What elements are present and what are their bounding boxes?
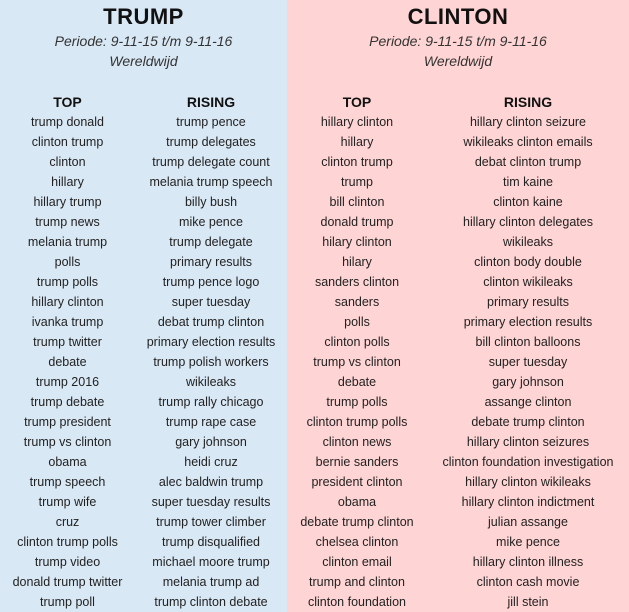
clinton-rising-item: super tuesday: [488, 355, 568, 369]
clinton-rising-item: wikileaks clinton emails: [463, 135, 593, 149]
clinton-top-item: sanders: [334, 295, 380, 309]
clinton-rising-item: primary election results: [463, 315, 593, 329]
trump-top-item: ivanka trump: [31, 315, 104, 329]
clinton-top-item: chelsea clinton: [315, 535, 399, 549]
trump-top-item: clinton trump polls: [17, 535, 118, 549]
trump-top-item: donald trump twitter: [12, 575, 123, 589]
trump-rising-item: gary johnson: [175, 435, 247, 449]
trump-rising-item: melania trump speech: [149, 175, 273, 189]
clinton-top-item: trump polls: [326, 395, 388, 409]
clinton-rising-item: assange clinton: [484, 395, 572, 409]
trump-top-item: trump vs clinton: [23, 435, 112, 449]
clinton-period: Periode: 9-11-15 t/m 9-11-16: [369, 33, 547, 49]
trump-period: Periode: 9-11-15 t/m 9-11-16: [54, 33, 233, 49]
trump-region: Wereldwijd: [109, 53, 178, 69]
trump-top-item: hillary: [51, 175, 84, 189]
clinton-rising-item: clinton foundation investigation: [442, 455, 614, 469]
trump-top-item: trump poll: [40, 595, 95, 609]
clinton-rising-item: hillary clinton seizures: [466, 435, 590, 449]
clinton-top-column: [287, 92, 427, 612]
clinton-rising-item: primary results: [487, 295, 569, 309]
clinton-rising-item: wikileaks: [502, 235, 553, 249]
clinton-top-item: clinton polls: [324, 335, 390, 349]
trump-rising-item: trump pence: [176, 115, 246, 129]
clinton-top-item: hillary: [340, 135, 374, 149]
trump-rising-item: super tuesday results: [151, 495, 271, 509]
trump-panel: [0, 0, 287, 612]
trump-top-item: trump video: [34, 555, 101, 569]
clinton-top-item: hillary clinton: [320, 115, 394, 129]
clinton-top-item: trump: [341, 175, 373, 189]
trump-rising-item: trump delegate count: [152, 155, 270, 169]
trump-top-item: hillary trump: [33, 195, 102, 209]
trump-top-item: clinton: [49, 155, 86, 169]
trump-rising-item: trump polish workers: [153, 355, 269, 369]
trump-rising-item: primary results: [170, 255, 252, 269]
clinton-top-item: trump vs clinton: [313, 355, 401, 369]
trump-title: TRUMP: [103, 4, 184, 29]
trump-top-item: clinton trump: [31, 135, 104, 149]
trump-rising-item: michael moore trump: [152, 555, 270, 569]
trump-top-item: trump news: [35, 215, 100, 229]
clinton-rising-item: bill clinton balloons: [475, 335, 581, 349]
clinton-top-item: trump and clinton: [309, 575, 405, 589]
trump-top-header: TOP: [53, 94, 82, 110]
trump-rising-item: debat trump clinton: [157, 315, 265, 329]
trump-top-item: trump debate: [30, 395, 105, 409]
trump-top-item: hillary clinton: [31, 295, 104, 309]
clinton-rising-item: clinton kaine: [493, 195, 563, 209]
trump-rising-item: trump clinton debate: [154, 595, 268, 609]
clinton-rising-item: mike pence: [496, 535, 560, 549]
trump-top-item: debate: [48, 355, 87, 369]
clinton-top-item: clinton foundation: [308, 595, 406, 609]
clinton-rising-item: jill stein: [507, 595, 549, 609]
clinton-top-item: donald trump: [320, 215, 394, 229]
clinton-rising-item: julian assange: [488, 515, 568, 529]
clinton-top-item: president clinton: [311, 475, 403, 489]
clinton-top-item: bill clinton: [329, 195, 385, 209]
clinton-rising-item: tim kaine: [502, 175, 554, 189]
trump-top-item: trump 2016: [35, 375, 100, 389]
clinton-top-item: clinton news: [322, 435, 392, 449]
clinton-top-item: sanders clinton: [314, 275, 400, 289]
trump-rising-item: trump delegates: [166, 135, 256, 149]
clinton-top-item: debate trump clinton: [300, 515, 414, 529]
clinton-region: Wereldwijd: [423, 53, 493, 69]
clinton-rising-item: hillary clinton indictment: [461, 495, 595, 509]
clinton-title: CLINTON: [407, 4, 509, 29]
trump-rising-item: super tuesday: [171, 295, 251, 309]
trump-top-item: trump polls: [36, 275, 99, 289]
clinton-top-item: hilary: [342, 255, 372, 269]
clinton-top-item: clinton trump: [321, 155, 393, 169]
trump-rising-item: melania trump ad: [162, 575, 260, 589]
trump-rising-item: trump disqualified: [162, 535, 260, 549]
trump-rising-item: billy bush: [184, 195, 238, 209]
clinton-rising-item: gary johnson: [492, 375, 564, 389]
clinton-rising-item: hillary clinton illness: [472, 555, 584, 569]
clinton-rising-header: RISING: [503, 94, 553, 110]
clinton-rising-item: hillary clinton delegates: [463, 215, 593, 229]
clinton-panel: [287, 0, 629, 612]
clinton-top-item: obama: [337, 495, 377, 509]
trump-top-item: melania trump: [27, 235, 108, 249]
trump-top-column: [0, 92, 135, 612]
clinton-rising-item: clinton cash movie: [476, 575, 580, 589]
clinton-rising-item: hillary clinton seizure: [469, 115, 587, 129]
trump-top-item: trump twitter: [33, 335, 102, 349]
trump-rising-item: wikileaks: [185, 375, 236, 389]
trump-top-item: trump president: [24, 415, 111, 429]
trump-rising-header: RISING: [186, 94, 236, 110]
clinton-top-item: clinton email: [322, 555, 392, 569]
clinton-rising-item: clinton body double: [474, 255, 582, 269]
trump-rising-column: [135, 92, 287, 612]
clinton-rising-item: clinton wikileaks: [483, 275, 573, 289]
trump-rising-item: trump tower climber: [156, 515, 266, 529]
trump-rising-item: trump delegate: [169, 235, 253, 249]
trump-rising-item: mike pence: [179, 215, 243, 229]
trump-rising-item: alec baldwin trump: [158, 475, 264, 489]
clinton-top-item: bernie sanders: [315, 455, 399, 469]
clinton-rising-item: debate trump clinton: [471, 415, 585, 429]
clinton-top-item: polls: [344, 315, 370, 329]
clinton-top-item: hilary clinton: [322, 235, 392, 249]
clinton-top-header: TOP: [342, 94, 372, 110]
trump-rising-item: trump rally chicago: [158, 395, 264, 409]
trump-rising-item: heidi cruz: [184, 455, 238, 469]
trump-top-item: trump wife: [38, 495, 97, 509]
trump-top-item: polls: [54, 255, 81, 269]
trump-top-item: trump donald: [31, 115, 104, 129]
clinton-rising-column: [427, 92, 629, 612]
clinton-rising-item: hillary clinton wikileaks: [465, 475, 591, 489]
trump-top-item: cruz: [55, 515, 80, 529]
clinton-rising-item: debat clinton trump: [474, 155, 582, 169]
trump-top-item: trump speech: [29, 475, 106, 489]
trump-rising-item: primary election results: [146, 335, 276, 349]
clinton-top-item: debate: [337, 375, 377, 389]
trump-top-item: obama: [48, 455, 87, 469]
clinton-top-item: clinton trump polls: [306, 415, 408, 429]
trump-rising-item: trump pence logo: [162, 275, 260, 289]
trump-rising-item: trump rape case: [165, 415, 257, 429]
